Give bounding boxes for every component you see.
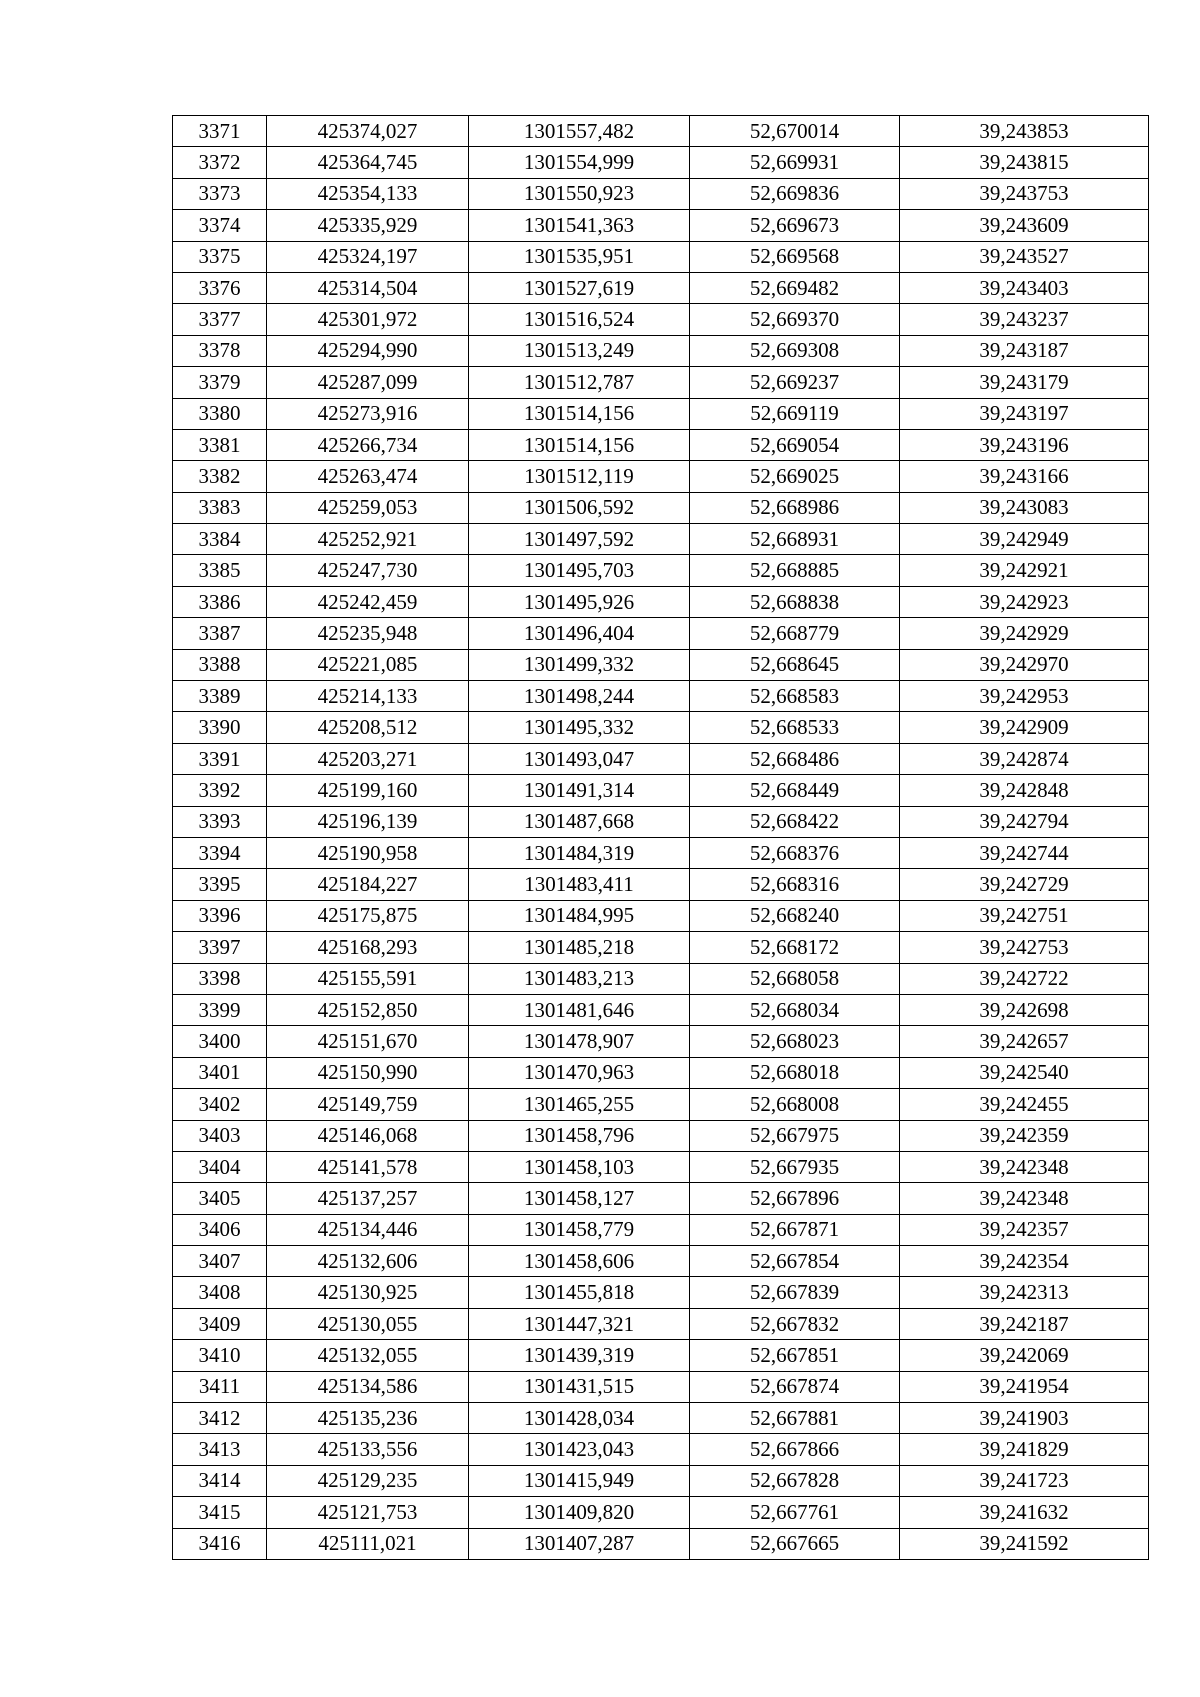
longitude-cell: 39,242657: [900, 1026, 1149, 1057]
y-coordinate-cell: 1301554,999: [469, 147, 690, 178]
latitude-cell: 52,668023: [690, 1026, 900, 1057]
table-row: [173, 304, 1149, 335]
latitude-cell: 52,669673: [690, 210, 900, 241]
latitude-cell: 52,669237: [690, 367, 900, 398]
longitude-cell: 39,241592: [900, 1528, 1149, 1559]
latitude-cell: 52,669931: [690, 147, 900, 178]
latitude-cell: 52,668986: [690, 492, 900, 523]
point-number-cell: 3387: [173, 618, 267, 649]
latitude-cell: 52,668240: [690, 900, 900, 931]
latitude-cell: 52,667851: [690, 1340, 900, 1371]
longitude-cell: 39,241723: [900, 1465, 1149, 1496]
y-coordinate-cell: 1301431,515: [469, 1371, 690, 1402]
x-coordinate-cell: 425184,227: [267, 869, 469, 900]
x-coordinate-cell: 425130,925: [267, 1277, 469, 1308]
longitude-cell: 39,242187: [900, 1308, 1149, 1339]
longitude-cell: 39,241829: [900, 1434, 1149, 1465]
latitude-cell: 52,667832: [690, 1308, 900, 1339]
x-coordinate-cell: 425354,133: [267, 178, 469, 209]
longitude-cell: 39,242848: [900, 775, 1149, 806]
x-coordinate-cell: 425374,027: [267, 116, 469, 147]
table-row: [173, 429, 1149, 460]
table-row: [173, 837, 1149, 868]
y-coordinate-cell: 1301483,411: [469, 869, 690, 900]
latitude-cell: 52,668645: [690, 649, 900, 680]
longitude-cell: 39,242753: [900, 932, 1149, 963]
point-number-cell: 3403: [173, 1120, 267, 1151]
table-row: [173, 869, 1149, 900]
latitude-cell: 52,668376: [690, 837, 900, 868]
y-coordinate-cell: 1301478,907: [469, 1026, 690, 1057]
point-number-cell: 3388: [173, 649, 267, 680]
point-number-cell: 3372: [173, 147, 267, 178]
y-coordinate-cell: 1301465,255: [469, 1089, 690, 1120]
longitude-cell: 39,242794: [900, 806, 1149, 837]
x-coordinate-cell: 425266,734: [267, 429, 469, 460]
latitude-cell: 52,667881: [690, 1403, 900, 1434]
longitude-cell: 39,242354: [900, 1246, 1149, 1277]
y-coordinate-cell: 1301506,592: [469, 492, 690, 523]
point-number-cell: 3379: [173, 367, 267, 398]
longitude-cell: 39,243196: [900, 429, 1149, 460]
y-coordinate-cell: 1301496,404: [469, 618, 690, 649]
latitude-cell: 52,667896: [690, 1183, 900, 1214]
y-coordinate-cell: 1301527,619: [469, 272, 690, 303]
y-coordinate-cell: 1301487,668: [469, 806, 690, 837]
longitude-cell: 39,242970: [900, 649, 1149, 680]
table-row: [173, 932, 1149, 963]
longitude-cell: 39,241954: [900, 1371, 1149, 1402]
x-coordinate-cell: 425135,236: [267, 1403, 469, 1434]
point-number-cell: 3396: [173, 900, 267, 931]
x-coordinate-cell: 425121,753: [267, 1497, 469, 1528]
table-row: [173, 806, 1149, 837]
x-coordinate-cell: 425214,133: [267, 681, 469, 712]
point-number-cell: 3404: [173, 1151, 267, 1182]
x-coordinate-cell: 425242,459: [267, 586, 469, 617]
x-coordinate-cell: 425150,990: [267, 1057, 469, 1088]
y-coordinate-cell: 1301550,923: [469, 178, 690, 209]
longitude-cell: 39,242923: [900, 586, 1149, 617]
table-row: [173, 1120, 1149, 1151]
x-coordinate-cell: 425132,055: [267, 1340, 469, 1371]
longitude-cell: 39,243166: [900, 461, 1149, 492]
y-coordinate-cell: 1301483,213: [469, 963, 690, 994]
table-row: [173, 618, 1149, 649]
latitude-cell: 52,669025: [690, 461, 900, 492]
y-coordinate-cell: 1301423,043: [469, 1434, 690, 1465]
longitude-cell: 39,242744: [900, 837, 1149, 868]
point-number-cell: 3386: [173, 586, 267, 617]
latitude-cell: 52,669054: [690, 429, 900, 460]
coordinates-table-body: [173, 116, 1149, 1560]
longitude-cell: 39,242729: [900, 869, 1149, 900]
y-coordinate-cell: 1301495,926: [469, 586, 690, 617]
longitude-cell: 39,243815: [900, 147, 1149, 178]
longitude-cell: 39,243403: [900, 272, 1149, 303]
longitude-cell: 39,242909: [900, 712, 1149, 743]
point-number-cell: 3413: [173, 1434, 267, 1465]
longitude-cell: 39,242359: [900, 1120, 1149, 1151]
point-number-cell: 3375: [173, 241, 267, 272]
longitude-cell: 39,243179: [900, 367, 1149, 398]
y-coordinate-cell: 1301513,249: [469, 335, 690, 366]
table-row: [173, 586, 1149, 617]
longitude-cell: 39,242751: [900, 900, 1149, 931]
point-number-cell: 3384: [173, 524, 267, 555]
table-row: [173, 492, 1149, 523]
table-row: [173, 1183, 1149, 1214]
latitude-cell: 52,670014: [690, 116, 900, 147]
y-coordinate-cell: 1301481,646: [469, 994, 690, 1025]
latitude-cell: 52,667871: [690, 1214, 900, 1245]
point-number-cell: 3406: [173, 1214, 267, 1245]
x-coordinate-cell: 425134,586: [267, 1371, 469, 1402]
point-number-cell: 3410: [173, 1340, 267, 1371]
table-row: [173, 1057, 1149, 1088]
latitude-cell: 52,668316: [690, 869, 900, 900]
latitude-cell: 52,668058: [690, 963, 900, 994]
table-row: [173, 241, 1149, 272]
y-coordinate-cell: 1301415,949: [469, 1465, 690, 1496]
longitude-cell: 39,242921: [900, 555, 1149, 586]
y-coordinate-cell: 1301458,606: [469, 1246, 690, 1277]
table-row: [173, 178, 1149, 209]
y-coordinate-cell: 1301512,787: [469, 367, 690, 398]
point-number-cell: 3398: [173, 963, 267, 994]
y-coordinate-cell: 1301499,332: [469, 649, 690, 680]
table-row: [173, 116, 1149, 147]
longitude-cell: 39,243853: [900, 116, 1149, 147]
longitude-cell: 39,243609: [900, 210, 1149, 241]
longitude-cell: 39,242949: [900, 524, 1149, 555]
longitude-cell: 39,242313: [900, 1277, 1149, 1308]
x-coordinate-cell: 425134,446: [267, 1214, 469, 1245]
latitude-cell: 52,667935: [690, 1151, 900, 1182]
table-row: [173, 994, 1149, 1025]
y-coordinate-cell: 1301495,703: [469, 555, 690, 586]
x-coordinate-cell: 425175,875: [267, 900, 469, 931]
x-coordinate-cell: 425141,578: [267, 1151, 469, 1182]
x-coordinate-cell: 425133,556: [267, 1434, 469, 1465]
x-coordinate-cell: 425324,197: [267, 241, 469, 272]
latitude-cell: 52,667866: [690, 1434, 900, 1465]
table-row: [173, 1277, 1149, 1308]
table-row: [173, 1214, 1149, 1245]
longitude-cell: 39,243197: [900, 398, 1149, 429]
y-coordinate-cell: 1301428,034: [469, 1403, 690, 1434]
table-row: [173, 147, 1149, 178]
table-row: [173, 1434, 1149, 1465]
latitude-cell: 52,669370: [690, 304, 900, 335]
point-number-cell: 3400: [173, 1026, 267, 1057]
x-coordinate-cell: 425155,591: [267, 963, 469, 994]
longitude-cell: 39,242348: [900, 1151, 1149, 1182]
y-coordinate-cell: 1301485,218: [469, 932, 690, 963]
longitude-cell: 39,243083: [900, 492, 1149, 523]
x-coordinate-cell: 425235,948: [267, 618, 469, 649]
longitude-cell: 39,243527: [900, 241, 1149, 272]
latitude-cell: 52,667761: [690, 1497, 900, 1528]
point-number-cell: 3373: [173, 178, 267, 209]
latitude-cell: 52,668034: [690, 994, 900, 1025]
table-row: [173, 775, 1149, 806]
point-number-cell: 3391: [173, 743, 267, 774]
y-coordinate-cell: 1301455,818: [469, 1277, 690, 1308]
table-row: [173, 649, 1149, 680]
y-coordinate-cell: 1301514,156: [469, 429, 690, 460]
point-number-cell: 3408: [173, 1277, 267, 1308]
latitude-cell: 52,667665: [690, 1528, 900, 1559]
x-coordinate-cell: 425208,512: [267, 712, 469, 743]
longitude-cell: 39,242540: [900, 1057, 1149, 1088]
point-number-cell: 3414: [173, 1465, 267, 1496]
longitude-cell: 39,242698: [900, 994, 1149, 1025]
x-coordinate-cell: 425263,474: [267, 461, 469, 492]
x-coordinate-cell: 425273,916: [267, 398, 469, 429]
longitude-cell: 39,242722: [900, 963, 1149, 994]
latitude-cell: 52,667828: [690, 1465, 900, 1496]
point-number-cell: 3399: [173, 994, 267, 1025]
x-coordinate-cell: 425129,235: [267, 1465, 469, 1496]
table-row: [173, 461, 1149, 492]
latitude-cell: 52,668008: [690, 1089, 900, 1120]
y-coordinate-cell: 1301491,314: [469, 775, 690, 806]
x-coordinate-cell: 425364,745: [267, 147, 469, 178]
y-coordinate-cell: 1301407,287: [469, 1528, 690, 1559]
y-coordinate-cell: 1301495,332: [469, 712, 690, 743]
x-coordinate-cell: 425314,504: [267, 272, 469, 303]
longitude-cell: 39,242357: [900, 1214, 1149, 1245]
table-row: [173, 1403, 1149, 1434]
longitude-cell: 39,242929: [900, 618, 1149, 649]
point-number-cell: 3382: [173, 461, 267, 492]
x-coordinate-cell: 425301,972: [267, 304, 469, 335]
latitude-cell: 52,669119: [690, 398, 900, 429]
table-row: [173, 712, 1149, 743]
table-row: [173, 272, 1149, 303]
table-row: [173, 1465, 1149, 1496]
x-coordinate-cell: 425190,958: [267, 837, 469, 868]
x-coordinate-cell: 425259,053: [267, 492, 469, 523]
y-coordinate-cell: 1301447,321: [469, 1308, 690, 1339]
x-coordinate-cell: 425130,055: [267, 1308, 469, 1339]
point-number-cell: 3401: [173, 1057, 267, 1088]
latitude-cell: 52,668533: [690, 712, 900, 743]
latitude-cell: 52,669568: [690, 241, 900, 272]
latitude-cell: 52,668172: [690, 932, 900, 963]
latitude-cell: 52,668449: [690, 775, 900, 806]
table-row: [173, 367, 1149, 398]
x-coordinate-cell: 425111,021: [267, 1528, 469, 1559]
point-number-cell: 3409: [173, 1308, 267, 1339]
latitude-cell: 52,669308: [690, 335, 900, 366]
x-coordinate-cell: 425221,085: [267, 649, 469, 680]
point-number-cell: 3374: [173, 210, 267, 241]
point-number-cell: 3397: [173, 932, 267, 963]
latitude-cell: 52,667975: [690, 1120, 900, 1151]
table-row: [173, 1308, 1149, 1339]
latitude-cell: 52,669482: [690, 272, 900, 303]
latitude-cell: 52,668018: [690, 1057, 900, 1088]
table-row: [173, 1497, 1149, 1528]
y-coordinate-cell: 1301557,482: [469, 116, 690, 147]
point-number-cell: 3381: [173, 429, 267, 460]
longitude-cell: 39,242455: [900, 1089, 1149, 1120]
y-coordinate-cell: 1301409,820: [469, 1497, 690, 1528]
x-coordinate-cell: 425247,730: [267, 555, 469, 586]
table-row: [173, 681, 1149, 712]
y-coordinate-cell: 1301493,047: [469, 743, 690, 774]
latitude-cell: 52,668838: [690, 586, 900, 617]
x-coordinate-cell: 425335,929: [267, 210, 469, 241]
longitude-cell: 39,241903: [900, 1403, 1149, 1434]
point-number-cell: 3376: [173, 272, 267, 303]
table-row: [173, 524, 1149, 555]
longitude-cell: 39,243187: [900, 335, 1149, 366]
point-number-cell: 3405: [173, 1183, 267, 1214]
table-row: [173, 1151, 1149, 1182]
latitude-cell: 52,668885: [690, 555, 900, 586]
longitude-cell: 39,242069: [900, 1340, 1149, 1371]
point-number-cell: 3383: [173, 492, 267, 523]
point-number-cell: 3380: [173, 398, 267, 429]
table-row: [173, 1246, 1149, 1277]
x-coordinate-cell: 425196,139: [267, 806, 469, 837]
point-number-cell: 3407: [173, 1246, 267, 1277]
point-number-cell: 3392: [173, 775, 267, 806]
y-coordinate-cell: 1301516,524: [469, 304, 690, 335]
point-number-cell: 3385: [173, 555, 267, 586]
table-row: [173, 555, 1149, 586]
latitude-cell: 52,667874: [690, 1371, 900, 1402]
x-coordinate-cell: 425132,606: [267, 1246, 469, 1277]
y-coordinate-cell: 1301497,592: [469, 524, 690, 555]
x-coordinate-cell: 425146,068: [267, 1120, 469, 1151]
point-number-cell: 3415: [173, 1497, 267, 1528]
longitude-cell: 39,242953: [900, 681, 1149, 712]
x-coordinate-cell: 425294,990: [267, 335, 469, 366]
point-number-cell: 3411: [173, 1371, 267, 1402]
x-coordinate-cell: 425137,257: [267, 1183, 469, 1214]
y-coordinate-cell: 1301498,244: [469, 681, 690, 712]
table-row: [173, 963, 1149, 994]
y-coordinate-cell: 1301535,951: [469, 241, 690, 272]
y-coordinate-cell: 1301514,156: [469, 398, 690, 429]
longitude-cell: 39,243753: [900, 178, 1149, 209]
latitude-cell: 52,668486: [690, 743, 900, 774]
y-coordinate-cell: 1301458,127: [469, 1183, 690, 1214]
y-coordinate-cell: 1301541,363: [469, 210, 690, 241]
table-row: [173, 900, 1149, 931]
point-number-cell: 3393: [173, 806, 267, 837]
point-number-cell: 3402: [173, 1089, 267, 1120]
x-coordinate-cell: 425203,271: [267, 743, 469, 774]
longitude-cell: 39,241632: [900, 1497, 1149, 1528]
latitude-cell: 52,668422: [690, 806, 900, 837]
point-number-cell: 3389: [173, 681, 267, 712]
table-row: [173, 1340, 1149, 1371]
x-coordinate-cell: 425149,759: [267, 1089, 469, 1120]
point-number-cell: 3377: [173, 304, 267, 335]
table-row: [173, 1371, 1149, 1402]
table-row: [173, 1026, 1149, 1057]
latitude-cell: 52,668779: [690, 618, 900, 649]
table-row: [173, 1089, 1149, 1120]
y-coordinate-cell: 1301458,796: [469, 1120, 690, 1151]
point-number-cell: 3371: [173, 116, 267, 147]
latitude-cell: 52,668583: [690, 681, 900, 712]
x-coordinate-cell: 425168,293: [267, 932, 469, 963]
point-number-cell: 3416: [173, 1528, 267, 1559]
point-number-cell: 3378: [173, 335, 267, 366]
y-coordinate-cell: 1301484,995: [469, 900, 690, 931]
point-number-cell: 3395: [173, 869, 267, 900]
y-coordinate-cell: 1301439,319: [469, 1340, 690, 1371]
longitude-cell: 39,242348: [900, 1183, 1149, 1214]
x-coordinate-cell: 425252,921: [267, 524, 469, 555]
y-coordinate-cell: 1301458,103: [469, 1151, 690, 1182]
table-row: [173, 210, 1149, 241]
y-coordinate-cell: 1301484,319: [469, 837, 690, 868]
x-coordinate-cell: 425151,670: [267, 1026, 469, 1057]
latitude-cell: 52,667839: [690, 1277, 900, 1308]
y-coordinate-cell: 1301458,779: [469, 1214, 690, 1245]
y-coordinate-cell: 1301470,963: [469, 1057, 690, 1088]
longitude-cell: 39,242874: [900, 743, 1149, 774]
latitude-cell: 52,669836: [690, 178, 900, 209]
coordinates-table: [172, 115, 1149, 1560]
latitude-cell: 52,668931: [690, 524, 900, 555]
x-coordinate-cell: 425152,850: [267, 994, 469, 1025]
longitude-cell: 39,243237: [900, 304, 1149, 335]
point-number-cell: 3412: [173, 1403, 267, 1434]
x-coordinate-cell: 425199,160: [267, 775, 469, 806]
x-coordinate-cell: 425287,099: [267, 367, 469, 398]
point-number-cell: 3394: [173, 837, 267, 868]
latitude-cell: 52,667854: [690, 1246, 900, 1277]
table-row: [173, 743, 1149, 774]
table-row: [173, 398, 1149, 429]
y-coordinate-cell: 1301512,119: [469, 461, 690, 492]
table-row: [173, 335, 1149, 366]
table-row: [173, 1528, 1149, 1559]
point-number-cell: 3390: [173, 712, 267, 743]
